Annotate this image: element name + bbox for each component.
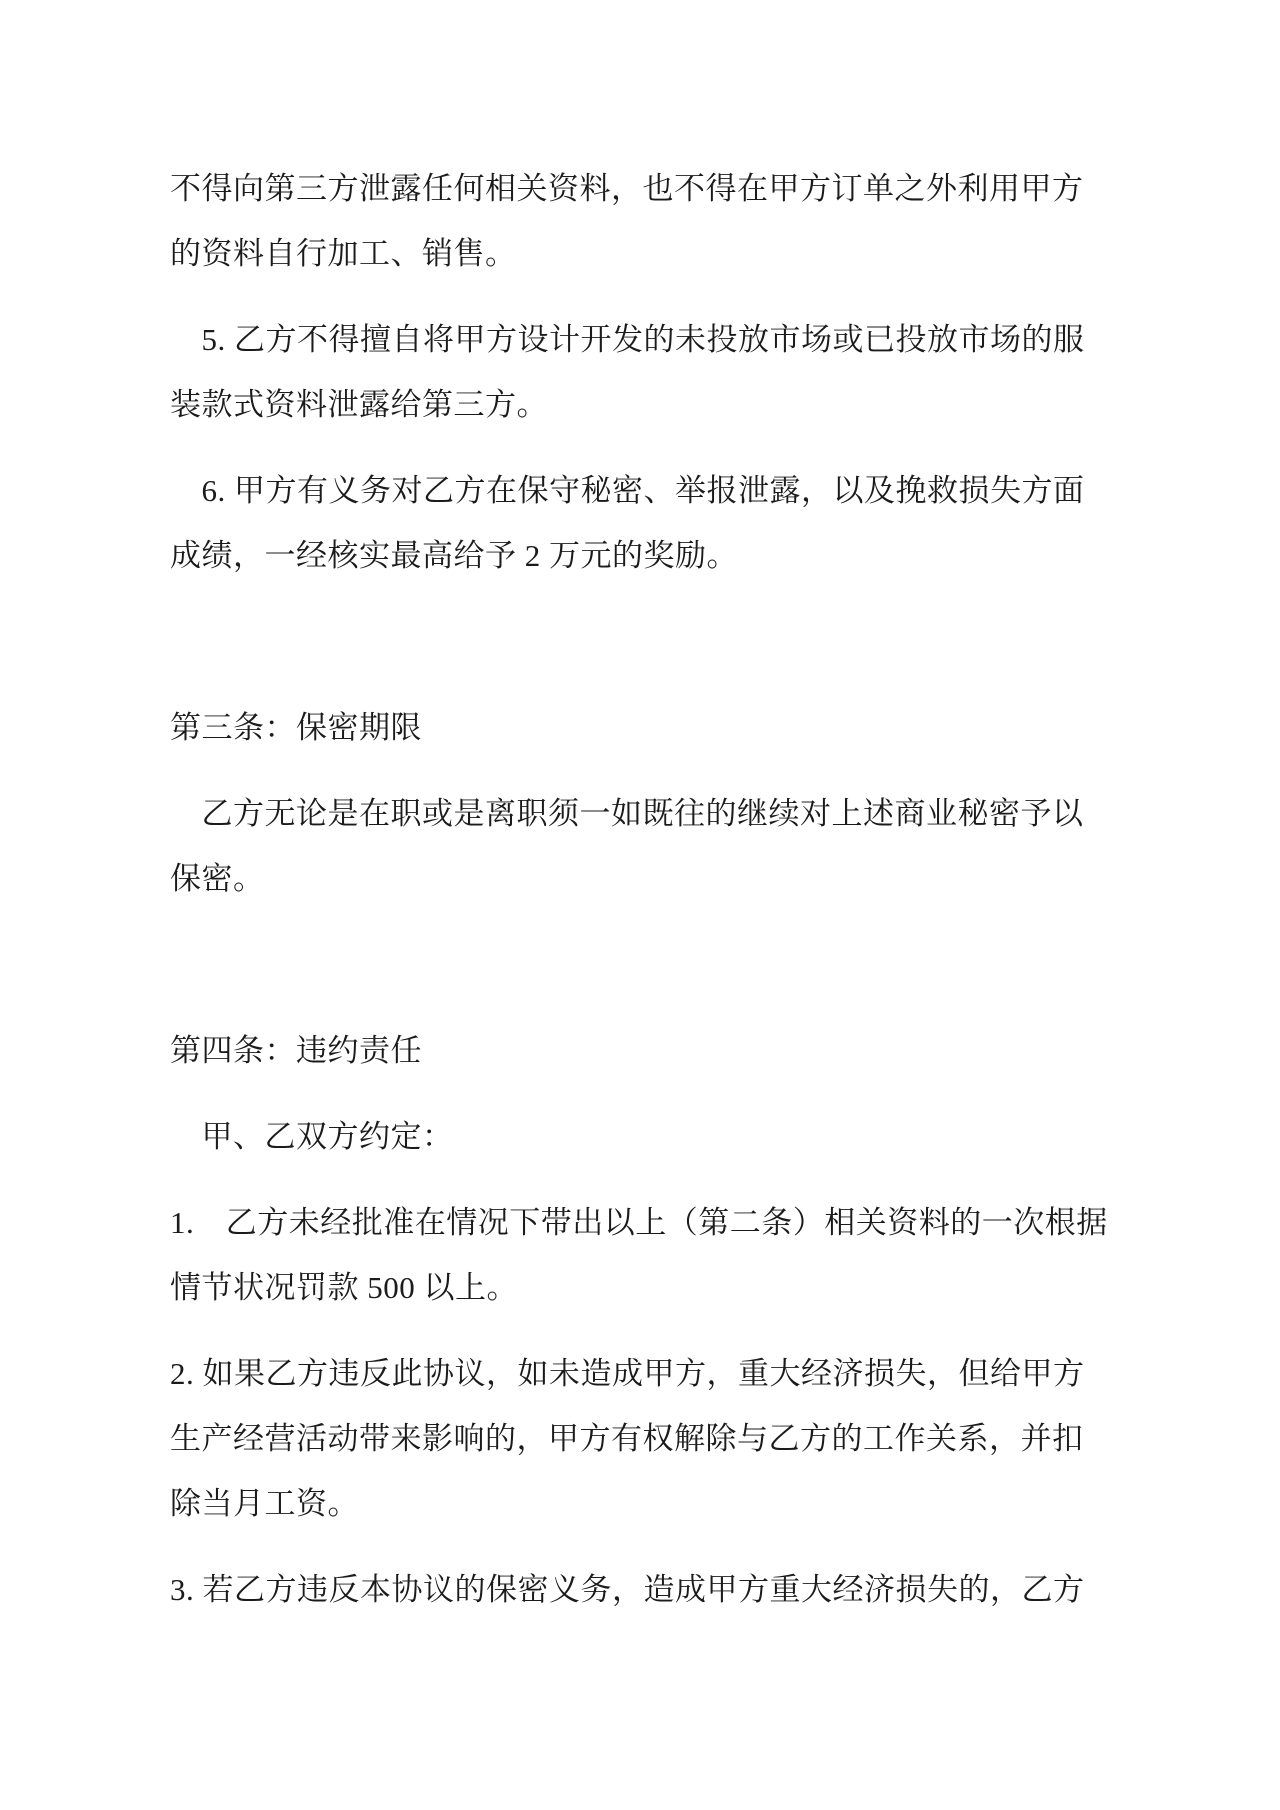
blank-line <box>170 609 1110 674</box>
list-item-2: 2. 如果乙方违反此协议，如未造成甲方，重大经济损失，但给甲方生产经营活动带来影响的，甲方有权解除与乙方的工作关系，并扣除当月工资。 <box>170 1356 1085 1521</box>
clause-6: 6. 甲方有义务对乙方在保守秘密、举报泄露，以及挽救损失方面成绩，一经核实最高给予 2 万元的奖励。 <box>170 473 1085 573</box>
list-item-1: 1. 乙方未经批准在情况下带出以上（第二条）相关资料的一次根据情节状况罚款 500 以上。 <box>170 1205 1108 1305</box>
article-4-intro: 甲、乙双方约定： <box>170 1119 454 1154</box>
paragraph-continuation: 不得向第三方泄露任何相关资料，也不得在甲方订单之外利用甲方的资料自行加工、销售。 <box>170 171 1084 271</box>
article-3-body: 乙方无论是在职或是离职须一如既往的继续对上述商业秘密予以保密。 <box>170 796 1084 896</box>
clause-5: 5. 乙方不得擅自将甲方设计开发的未投放市场或已投放市场的服装款式资料泄露给第三方。 <box>170 322 1085 422</box>
blank-line <box>170 932 1110 997</box>
section-heading-article-3: 第三条：保密期限 <box>170 710 422 745</box>
list-item-3-truncated: 3. 若乙方违反本协议的保密义务，造成甲方重大经济损失的，乙方 <box>170 1572 1085 1607</box>
section-heading-article-4: 第四条：违约责任 <box>170 1033 422 1068</box>
